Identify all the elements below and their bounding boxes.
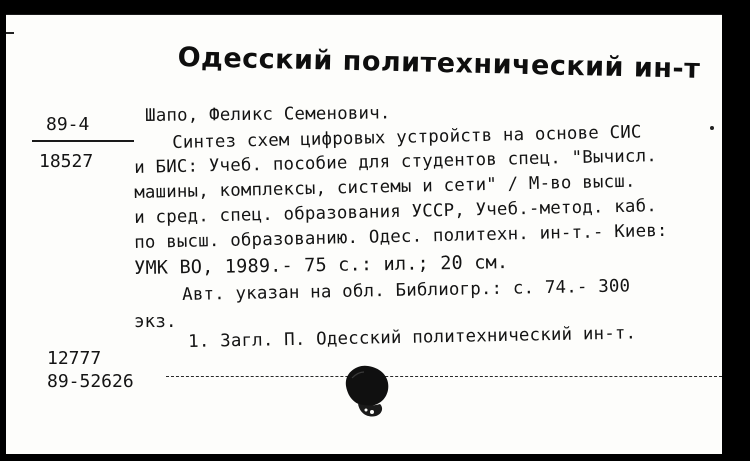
title-line-5: по высш. образованию. Одес. политехн. ин-т.- Киев: [134, 220, 668, 253]
shelf-mark-top: 89-4 [46, 114, 90, 135]
punch-mark [6, 32, 14, 34]
handwritten-institution-header: Одесский политехнический ин-т [177, 42, 701, 85]
print-run-line: экз. [134, 312, 177, 332]
title-line-2: и БИС: Учеб. пособие для студентов спец. "Вычисл. [134, 146, 658, 178]
inventory-number-1: 12777 [47, 348, 102, 369]
card-top-edge [6, 14, 722, 15]
ink-dot [710, 126, 714, 130]
notes-line: Авт. указан на обл. Библиогр.: с. 74.- 300 [182, 276, 631, 305]
title-line-1: Синтез схем цифровых устройств на основе СИС [172, 122, 642, 153]
shelf-mark-bottom: 18527 [39, 151, 94, 172]
catalog-card [6, 14, 722, 454]
author-line: Шапо, Феликс Семенович. [145, 103, 391, 126]
subject-heading-line: 1. Загл. П. Одесский политехнический ин-т. [188, 323, 637, 352]
inventory-number-2: 89-52626 [47, 371, 134, 392]
dashed-rule [166, 376, 722, 377]
shelf-mark-divider [32, 140, 134, 142]
imprint-line: УМК ВО, 1989.- 75 с.: ил.; 20 см. [133, 252, 509, 279]
library-stamp-mark [338, 360, 396, 422]
title-line-3: машины, комплексы, системы и сети" / М-во высш. [134, 171, 636, 203]
title-line-4: и сред. спец. образования УССР, Учеб.-метод. каб. [134, 196, 658, 228]
